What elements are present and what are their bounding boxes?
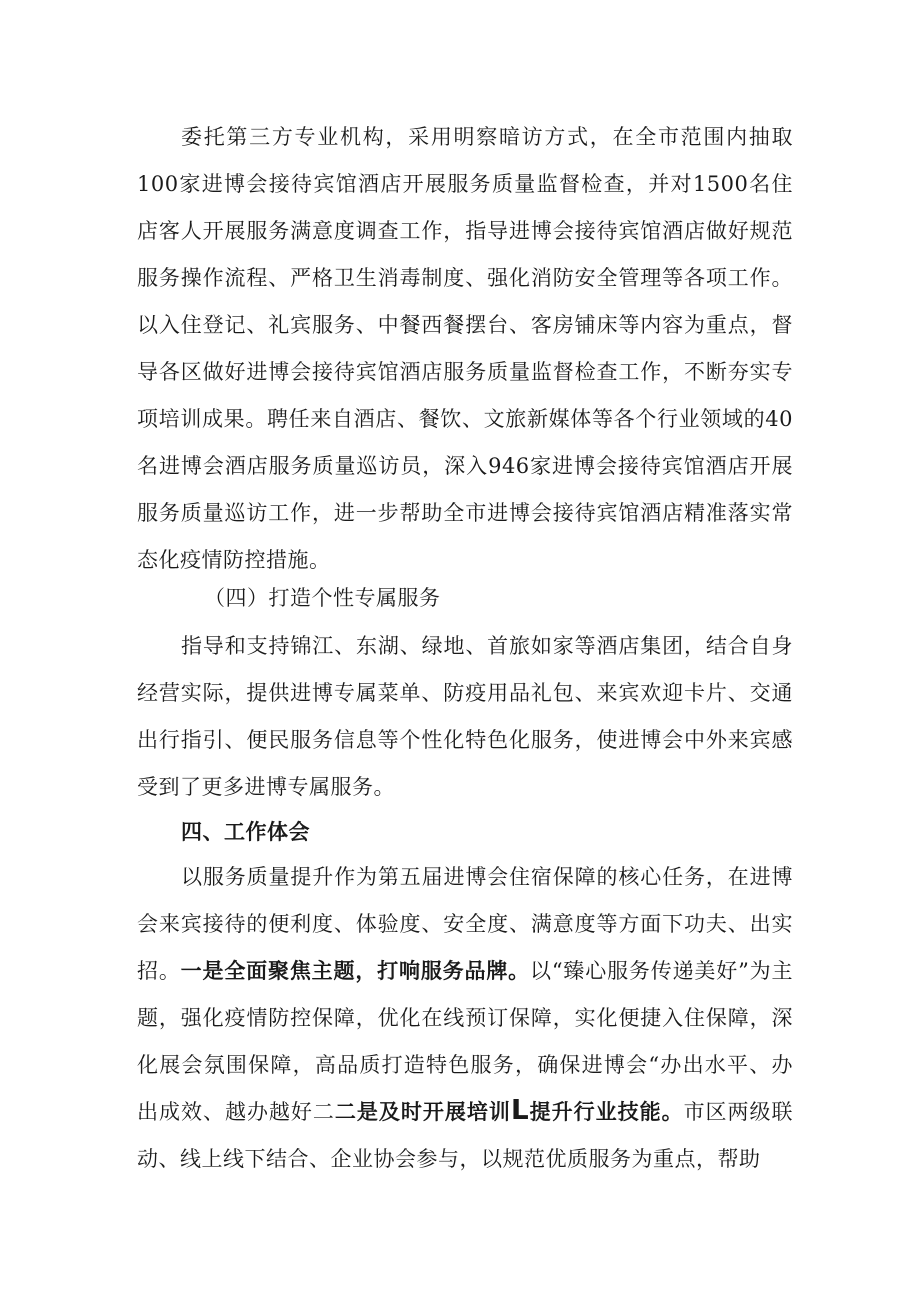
paragraph-hotel-groups: 指导和支持锦江、东湖、绿地、首旅如家等酒店集团，结合自身经营实际，提供进博专属菜单、防疫用品礼包、来宾欢迎卡片、交通出行指引、便民服务信息等个性化特色化服务，使进博会中外来宾感受到了更多进博专属服务。 xyxy=(137,634,793,799)
experience-text-tail: 市区两级联动、线上线下结合、企业协会参与，以规范优质服务为重点，帮助 xyxy=(137,1100,794,1171)
point-one-bold: 一是全面聚焦主题，打响服务品牌。 xyxy=(180,959,531,983)
point-two-bold: 二是及时开展培训 xyxy=(334,1100,511,1124)
section-heading-experience: 四、工作体会 xyxy=(181,820,310,844)
paragraph-inspection: 委托第三方专业机构，采用明察暗访方式，在全市范围内抽取100家进博会接待宾馆酒店开展服务质量监督检查，并对1500名住店客人开展服务满意度调查工作，指导进博会接待宾馆酒店做好规范服务操作流程、严格卫生消毒制度、强化消防安全管理等各项工作。以入住登记、礼宾服务、中餐西餐摆台、客房铺床等内容为重点，督导各区做好进博会接待宾馆酒店服务质量监督检查工作，不断夯实专项培训成果。聘任来自酒店、餐饮、文旅新媒体等各个行业领域的40名进博会酒店服务质量巡访员，深入946家进博会接待宾馆酒店开展服务质量巡访工作，进一步帮助全市进博会接待宾馆酒店精准落实常态化疫情防控措施。 xyxy=(137,125,793,572)
experience-text-intro: 以服务质量提升作为第五届进博会住宿保障的核心任务，在进博会来宾接待的便利度、体验度、安全度、满意度等方面下功夫、出实招。 xyxy=(137,865,793,983)
experience-text-theme: 以“臻心服务传递美好”为主题，强化疫情防控保障，优化在线预订保障，实化便捷入住保障，深化展会氛围保障，高品质打造特色服务，确保进博会“办出水平、办出成效、越办越好二 xyxy=(137,959,793,1124)
point-two-bold-tail: 提升行业技能。 xyxy=(529,1100,684,1124)
subheading-exclusive-service: （四）打造个性专属服务 xyxy=(204,586,441,610)
paragraph-experience xyxy=(137,854,793,1183)
stray-glyph: L xyxy=(510,1093,530,1126)
